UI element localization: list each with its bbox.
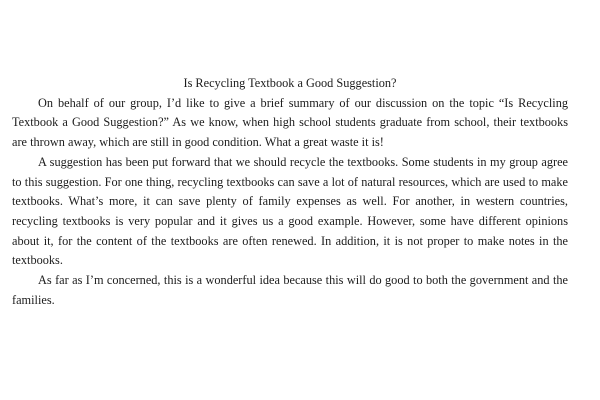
paragraph-summary: On behalf of our group, I’d like to give a brief summary of our discussion on the topic “Is Recycling Textbook a Good Suggestion?” As we know, when high school students graduate from school, their textbooks are thrown away, which are still in good condition. What a great waste it is! (12, 95, 568, 150)
paragraph-conclusion: As far as I’m concerned, this is a wonderful idea because this will do good to both the government and the families. (12, 273, 568, 307)
paragraph-arguments: A suggestion has been put forward that we should recycle the textbooks. Some students in my group agree to this suggestion. For one thing, recycling textbooks can save a lot of natural resources, which are used to make textbooks. What’s more, it can save plenty of family expenses as well. For another, in western countries, recycling textbooks is very popular and it gives us a good example. However, some have different opinions about it, for the content of the textbooks are often renewed. In addition, it is not proper to make notes in the textbooks. (12, 154, 568, 268)
document-body (12, 74, 568, 310)
document-title: Is Recycling Textbook a Good Suggestion? (183, 76, 397, 90)
